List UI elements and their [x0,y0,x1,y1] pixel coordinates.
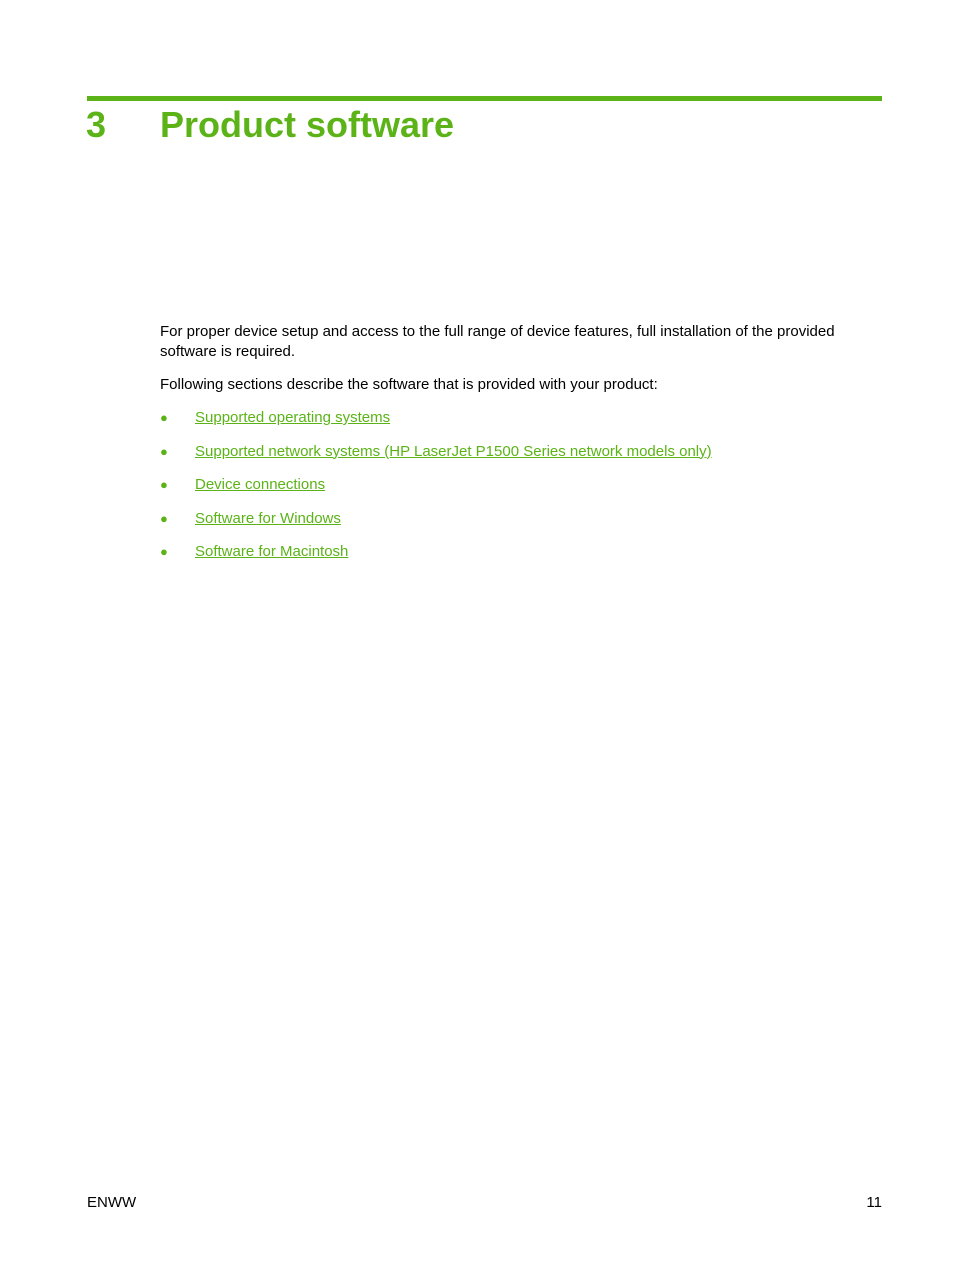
bullet-icon: ● [160,443,168,459]
chapter-rule [87,96,882,101]
bullet-icon: ● [160,544,168,560]
lead-paragraph: Following sections describe the software that is provided with your product: [160,376,658,393]
link-software-for-windows[interactable]: Software for Windows [195,509,341,527]
bullet-icon: ● [160,410,168,425]
link-supported-network-systems[interactable]: Supported network systems (HP LaserJet P1500 Series network models only) [195,442,712,460]
chapter-title: Product software [160,104,455,145]
bullet-icon: ● [160,477,168,493]
link-software-for-macintosh[interactable]: Software for Macintosh [195,543,349,561]
link-supported-operating-systems[interactable]: Supported operating systems [195,409,391,426]
link-device-connections[interactable]: Device connections [195,476,326,494]
footer-label: ENWW [87,1194,137,1211]
bullet-icon: ● [160,510,168,526]
intro-paragraph: For proper device setup and access to the full range of device features, full installation of the provided software is required. [160,323,835,360]
chapter-number: 3 [86,104,107,145]
page-number: 11 [866,1194,882,1211]
